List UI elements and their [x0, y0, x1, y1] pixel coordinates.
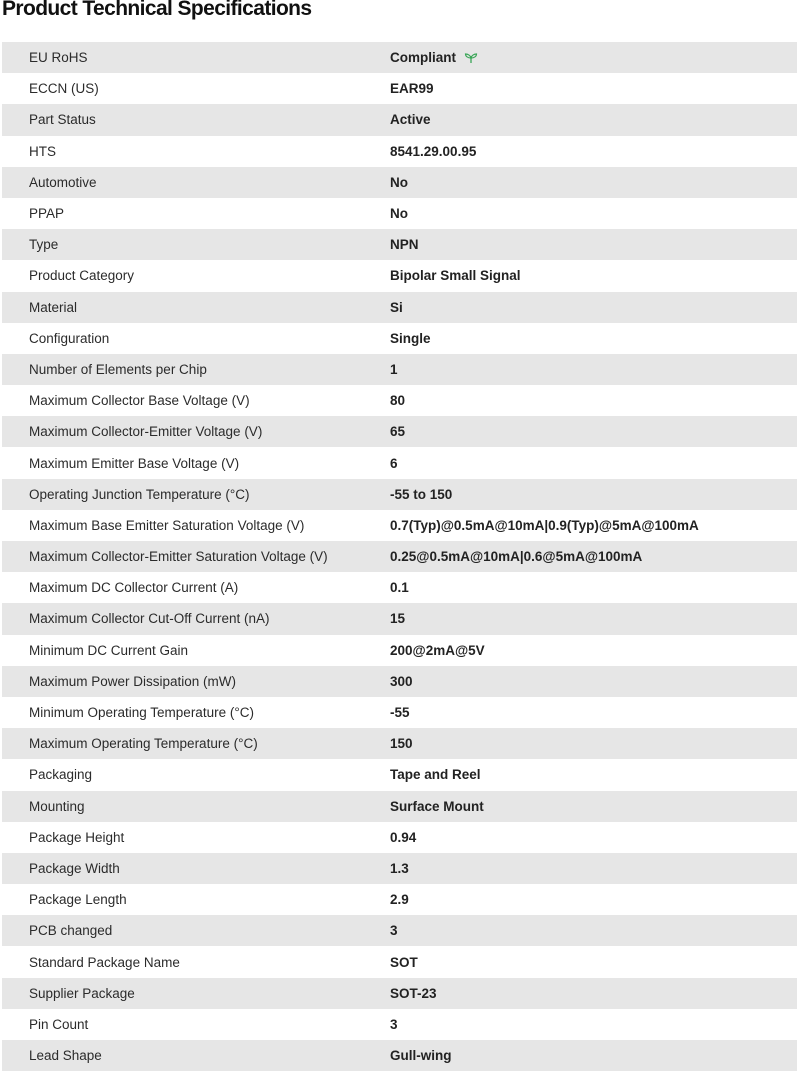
spec-label: Maximum Power Dissipation (mW) — [29, 673, 237, 689]
spec-value: Tape and Reel — [390, 767, 481, 783]
spec-row — [2, 447, 797, 478]
spec-value: EAR99 — [390, 81, 434, 97]
spec-row — [2, 1040, 797, 1071]
spec-row — [2, 853, 797, 884]
spec-label: PCB changed — [29, 923, 113, 939]
spec-value: Gull-wing — [390, 1048, 452, 1064]
spec-row — [2, 822, 797, 853]
spec-value: Si — [390, 299, 403, 315]
spec-label: Maximum Collector-Emitter Voltage (V) — [29, 424, 263, 440]
spec-label: Pin Count — [29, 1016, 89, 1032]
spec-row — [2, 572, 797, 603]
spec-row — [2, 323, 797, 354]
spec-value: 65 — [390, 424, 406, 440]
spec-row — [2, 697, 797, 728]
spec-label: Type — [29, 237, 59, 253]
spec-value: -55 to 150 — [390, 486, 453, 502]
spec-value: 150 — [390, 736, 413, 752]
spec-value: 0.25@0.5mA@10mA|0.6@5mA@100mA — [390, 549, 643, 565]
page-title: Product Technical Specifications — [2, 0, 312, 20]
spec-label: Maximum DC Collector Current (A) — [29, 580, 239, 596]
spec-value: Surface Mount — [390, 798, 484, 814]
spec-label: Automotive — [29, 174, 97, 190]
spec-row — [2, 603, 797, 634]
spec-label: Minimum Operating Temperature (°C) — [29, 705, 254, 721]
spec-label: HTS — [29, 143, 56, 159]
spec-row — [2, 635, 797, 666]
spec-value: 15 — [390, 611, 406, 627]
spec-label: Operating Junction Temperature (°C) — [29, 486, 250, 502]
spec-row — [2, 136, 797, 167]
spec-label: PPAP — [29, 206, 65, 222]
spec-label: ECCN (US) — [29, 81, 99, 97]
spec-value: -55 — [390, 705, 410, 721]
spec-label: Maximum Base Emitter Saturation Voltage (V) — [29, 517, 305, 533]
spec-row — [2, 915, 797, 946]
spec-label: Package Length — [29, 892, 127, 908]
spec-label: Product Category — [29, 268, 135, 284]
spec-value: SOT — [390, 954, 418, 970]
spec-row — [2, 884, 797, 915]
spec-label: Maximum Operating Temperature (°C) — [29, 736, 258, 752]
spec-value: 0.94 — [390, 829, 417, 845]
spec-value — [390, 50, 797, 65]
spec-label: Minimum DC Current Gain — [29, 642, 189, 658]
spec-label: EU RoHS — [29, 50, 88, 66]
spec-row — [2, 479, 797, 510]
spec-value: 3 — [390, 923, 398, 939]
spec-value-text: Compliant — [390, 50, 456, 66]
spec-label: Number of Elements per Chip — [29, 361, 207, 377]
spec-value: Single — [390, 330, 431, 346]
spec-label: Standard Package Name — [29, 954, 180, 970]
spec-row — [2, 510, 797, 541]
spec-value: Bipolar Small Signal — [390, 268, 521, 284]
spec-label: Maximum Emitter Base Voltage (V) — [29, 455, 240, 471]
spec-row — [2, 978, 797, 1009]
spec-row — [2, 167, 797, 198]
spec-value: 3 — [390, 1016, 398, 1032]
spec-value: 1 — [390, 361, 398, 377]
spec-row — [2, 946, 797, 977]
spec-row — [2, 104, 797, 135]
spec-label: Configuration — [29, 330, 110, 346]
spec-row — [2, 1009, 797, 1040]
spec-label: Maximum Collector-Emitter Saturation Voltage (V) — [29, 549, 328, 565]
spec-value: 2.9 — [390, 892, 409, 908]
spec-table — [2, 42, 797, 1071]
spec-value: No — [390, 206, 408, 222]
spec-label: Packaging — [29, 767, 93, 783]
spec-value: 200@2mA@5V — [390, 642, 485, 658]
spec-value: 6 — [390, 455, 398, 471]
spec-row — [2, 791, 797, 822]
spec-value: 300 — [390, 673, 413, 689]
spec-row — [2, 292, 797, 323]
spec-row — [2, 416, 797, 447]
spec-value: NPN — [390, 237, 419, 253]
spec-value: 80 — [390, 393, 406, 409]
spec-row — [2, 229, 797, 260]
spec-row — [2, 666, 797, 697]
spec-value: Active — [390, 112, 431, 128]
spec-row — [2, 73, 797, 104]
spec-value: 1.3 — [390, 860, 409, 876]
spec-label: Material — [29, 299, 78, 315]
spec-row — [2, 541, 797, 572]
spec-label: Part Status — [29, 112, 96, 128]
spec-label: Package Width — [29, 860, 120, 876]
spec-label: Supplier Package — [29, 985, 135, 1001]
spec-row-eu-rohs — [2, 42, 797, 73]
spec-label: Mounting — [29, 798, 85, 814]
spec-row — [2, 385, 797, 416]
spec-label: Maximum Collector Cut-Off Current (nA) — [29, 611, 270, 627]
spec-label: Maximum Collector Base Voltage (V) — [29, 393, 250, 409]
spec-row — [2, 198, 797, 229]
spec-row — [2, 354, 797, 385]
spec-label: Lead Shape — [29, 1048, 102, 1064]
spec-value: No — [390, 174, 408, 190]
spec-row — [2, 728, 797, 759]
leaf-icon — [464, 51, 478, 65]
spec-value: 0.7(Typ)@0.5mA@10mA|0.9(Typ)@5mA@100mA — [390, 517, 699, 533]
spec-value: 8541.29.00.95 — [390, 143, 477, 159]
spec-row — [2, 759, 797, 790]
spec-value: SOT-23 — [390, 985, 437, 1001]
spec-label: Package Height — [29, 829, 125, 845]
spec-value: 0.1 — [390, 580, 409, 596]
spec-row — [2, 260, 797, 291]
